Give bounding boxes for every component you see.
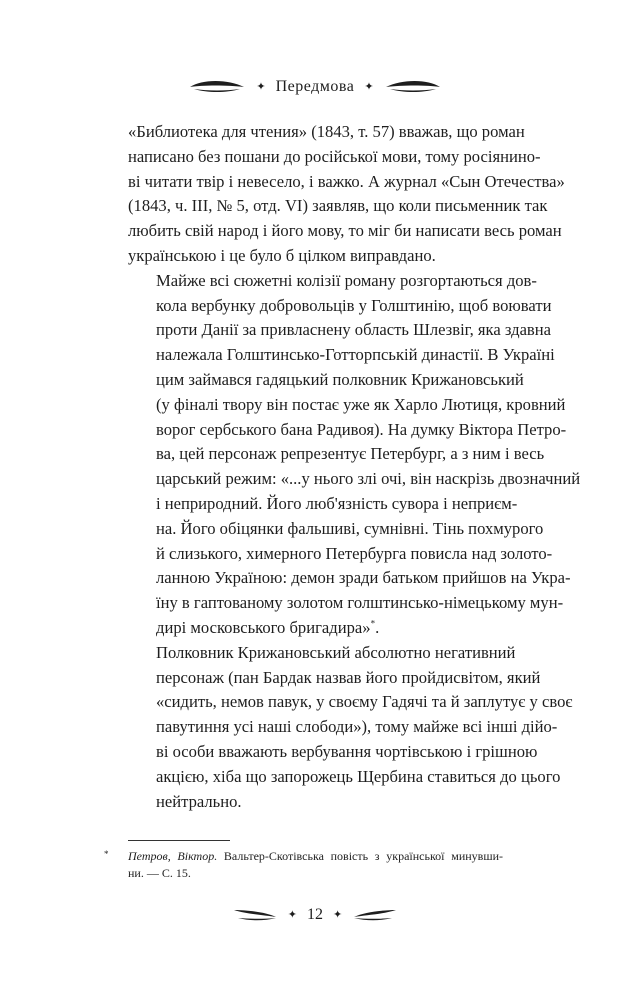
star-ornament-icon: ✦ [287,908,297,921]
text-line: Майже всі сюжетні колізії роману розгортаються дов- [156,270,537,290]
text-line: кола вербунку добровольців у Голштинію, щоб воювати [156,295,552,315]
star-ornament-icon: ✦ [364,80,374,93]
text-line: Полковник Крижановський абсолютно негативний [156,642,516,662]
text-line: любить свій народ і його мову, то міг би написати весь роман [128,221,562,241]
text-line: й слизького, химерного Петербурга повисла над золото- [156,543,553,563]
text-line: «Библиотека для чтения» (1843, т. 57) вважав, що роман [128,122,525,141]
paragraph-2 [128,269,581,641]
footnote-line: ни. — С. 15. [128,866,191,880]
star-ornament-icon: ✦ [333,908,343,921]
star-ornament-icon: ✦ [256,80,266,93]
footnote-text: Вальтер-Скотівська повість з української минувши- [217,849,503,863]
paragraph-1 [128,120,565,269]
text-line: ворог сербського бана Радивоя). На думку Віктора Петро- [156,419,567,439]
text-line: ланною Україною: демон зради батьком прийшов на Укра- [156,568,571,588]
page-number: 12 [307,906,323,923]
text-line: ві особи вважають вербування чортівською і грішною [156,741,538,761]
text-line: ва, цей персонаж репрезентує Петербург, а з ним і весь [156,444,545,464]
text-line: (1843, ч. ІІІ, № 5, отд. VI) заявляв, що коли письменник так [128,196,548,216]
footnote-divider [128,840,230,841]
footnote-mark: * [104,849,109,859]
text-line: павутиння усі наші слободи»), тому майже всі інші дійо- [156,717,558,737]
body-text [128,120,581,814]
text-line: «сидить, немов павук, у своєму Гадячі та й заплутує у своє [156,692,573,712]
text-line: цим займався гадяцький полковник Крижановський [156,369,524,389]
text-line: (у фіналі твору він постає уже як Харло Лютиця, кровний [156,394,566,414]
leaf-ornament-left-icon [188,80,246,94]
text-line: царський режим: «...у нього злі очі, він наскрізь двозначний [156,469,581,489]
text-line: персонаж (пан Бардак назвав його пройдисвітом, який [156,667,541,687]
leaf-ornament-right-icon [352,907,398,923]
footnote-author: Петров, Віктор. [128,849,218,863]
text-line: написано без пошани до російської мови, тому росіянино- [128,146,541,166]
text-line: їну в гаптованому золотом голштинсько-німецькому мун- [156,593,564,613]
text-line: на. Його обіцянки фальшиві, сумнівні. Тінь похмурого [156,518,544,538]
footnote-reference[interactable]: * [370,618,376,629]
text-line: проти Данії за привласнену область Шлезвіг, яка здавна [156,320,552,340]
text-line: належала Голштинсько-Готторпській династії. В Україні [156,345,555,365]
running-header [0,74,630,100]
text-line-with-footnote: дирі московського бригадира»*. [156,617,380,637]
text-line: дирі московського бригадира» [156,617,371,637]
page-footer [0,902,630,928]
text-line: нейтрально. [156,791,242,811]
text-line: українською і це було б цілком виправдано. [128,245,436,265]
leaf-ornament-right-icon [384,80,442,94]
header-title: Передмова [275,78,355,95]
footnote-line [128,848,503,865]
paragraph-3 [128,641,573,815]
footnote [104,848,503,882]
text-line: і неприродний. Його люб'язність сувора і неприєм- [156,493,518,513]
text-line: ві читати твір і невесело, і важко. А журнал «Сын Отечества» [128,171,565,191]
leaf-ornament-left-icon [232,907,278,923]
text-line: акцією, хіба що запорожець Щербина ставиться до цього [156,766,561,786]
